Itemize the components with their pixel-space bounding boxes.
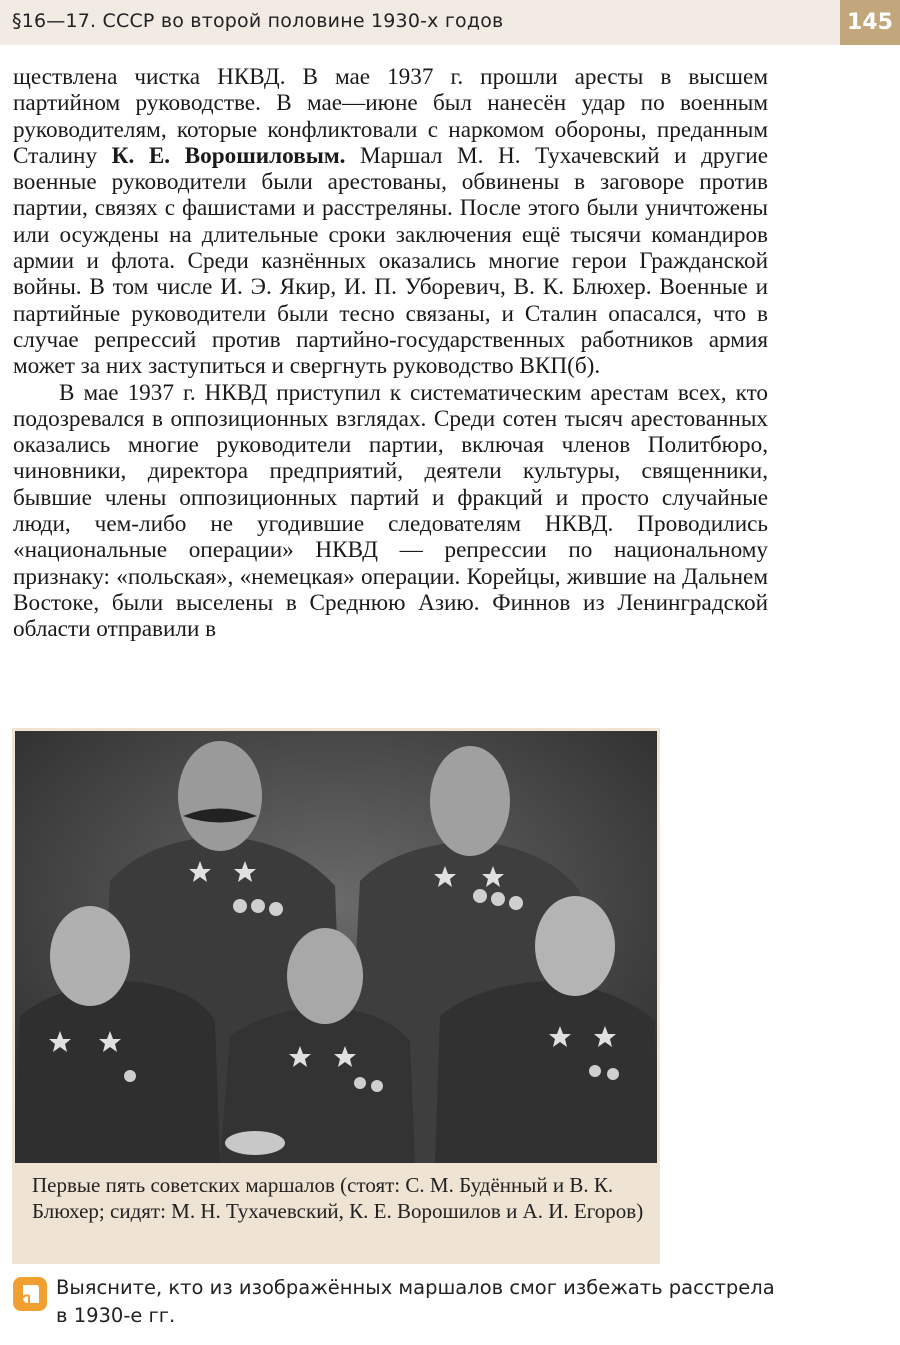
figure-caption: Первые пять советских маршалов (стоят: С. М. Будённый и В. К. Блюхер; сидят: М. Н. Тухачевский, К. Е. Ворошилов и А. И. Егоров) xyxy=(32,1173,644,1223)
paragraph xyxy=(13,64,768,380)
paragraph: В мае 1937 г. НКВД приступил к систематическим арестам всех, кто подозревался в оппозиционных взглядах. Среди сотен тысяч арестованных оказались многие руководители партии, включая членов Политбюро, чиновники, директора предприятий, деятели культуры, священники, бывшие члены оппозиционных партий и фракций и просто случайные люди, чем-либо не угодившие следователям НКВД. Проводились «национальные операции» НКВД — репрессии по национальному признаку: «польская», «немецкая» операции. Корейцы, жившие на Дальнем Востоке, были выселены в Среднюю Азию. Финнов из Ленинградской области отправили в xyxy=(13,379,768,643)
page-number: 145 xyxy=(840,0,900,45)
page-header xyxy=(0,0,900,45)
marshals-photo xyxy=(15,731,657,1163)
figure xyxy=(12,728,660,1264)
paragraph-text: ществлена чистка НКВД. В мае 1937 г. прошли аресты в высшем партийном руководстве. В мае—июне был нанесён удар по военным руководителям, которые конфликтовали с наркомом обороны, преданным Сталину xyxy=(13,64,768,169)
task-text: Выясните, кто из изображённых маршалов смог избежать расстрела в 1930-е гг. xyxy=(56,1276,775,1327)
bold-name: К. Е. Ворошиловым. xyxy=(111,142,346,169)
section-title: §16—17. СССР во второй половине 1930-х годов xyxy=(12,10,504,32)
paragraph-text: Маршал М. Н. Тухачевский и другие военные руководители были арестованы, обвинены в заговоре против партии, связях с фашистами и расстреляны. После этого были уничтожены или осуждены на длительные сроки заключения ещё тысячи командиров армии и флота. Среди казнённых оказались многие герои Гражданской войны. В том числе И. Э. Якир, И. П. Уборевич, В. К. Блюхер. Военные и партийные руководители были тесно связаны, и Сталин опасался, что в случае репрессий против партийно-государственных работников армия может за них заступиться и свергнуть руководство ВКП(б). xyxy=(13,142,768,380)
question-task-icon xyxy=(12,1276,48,1312)
body-text xyxy=(13,64,768,643)
